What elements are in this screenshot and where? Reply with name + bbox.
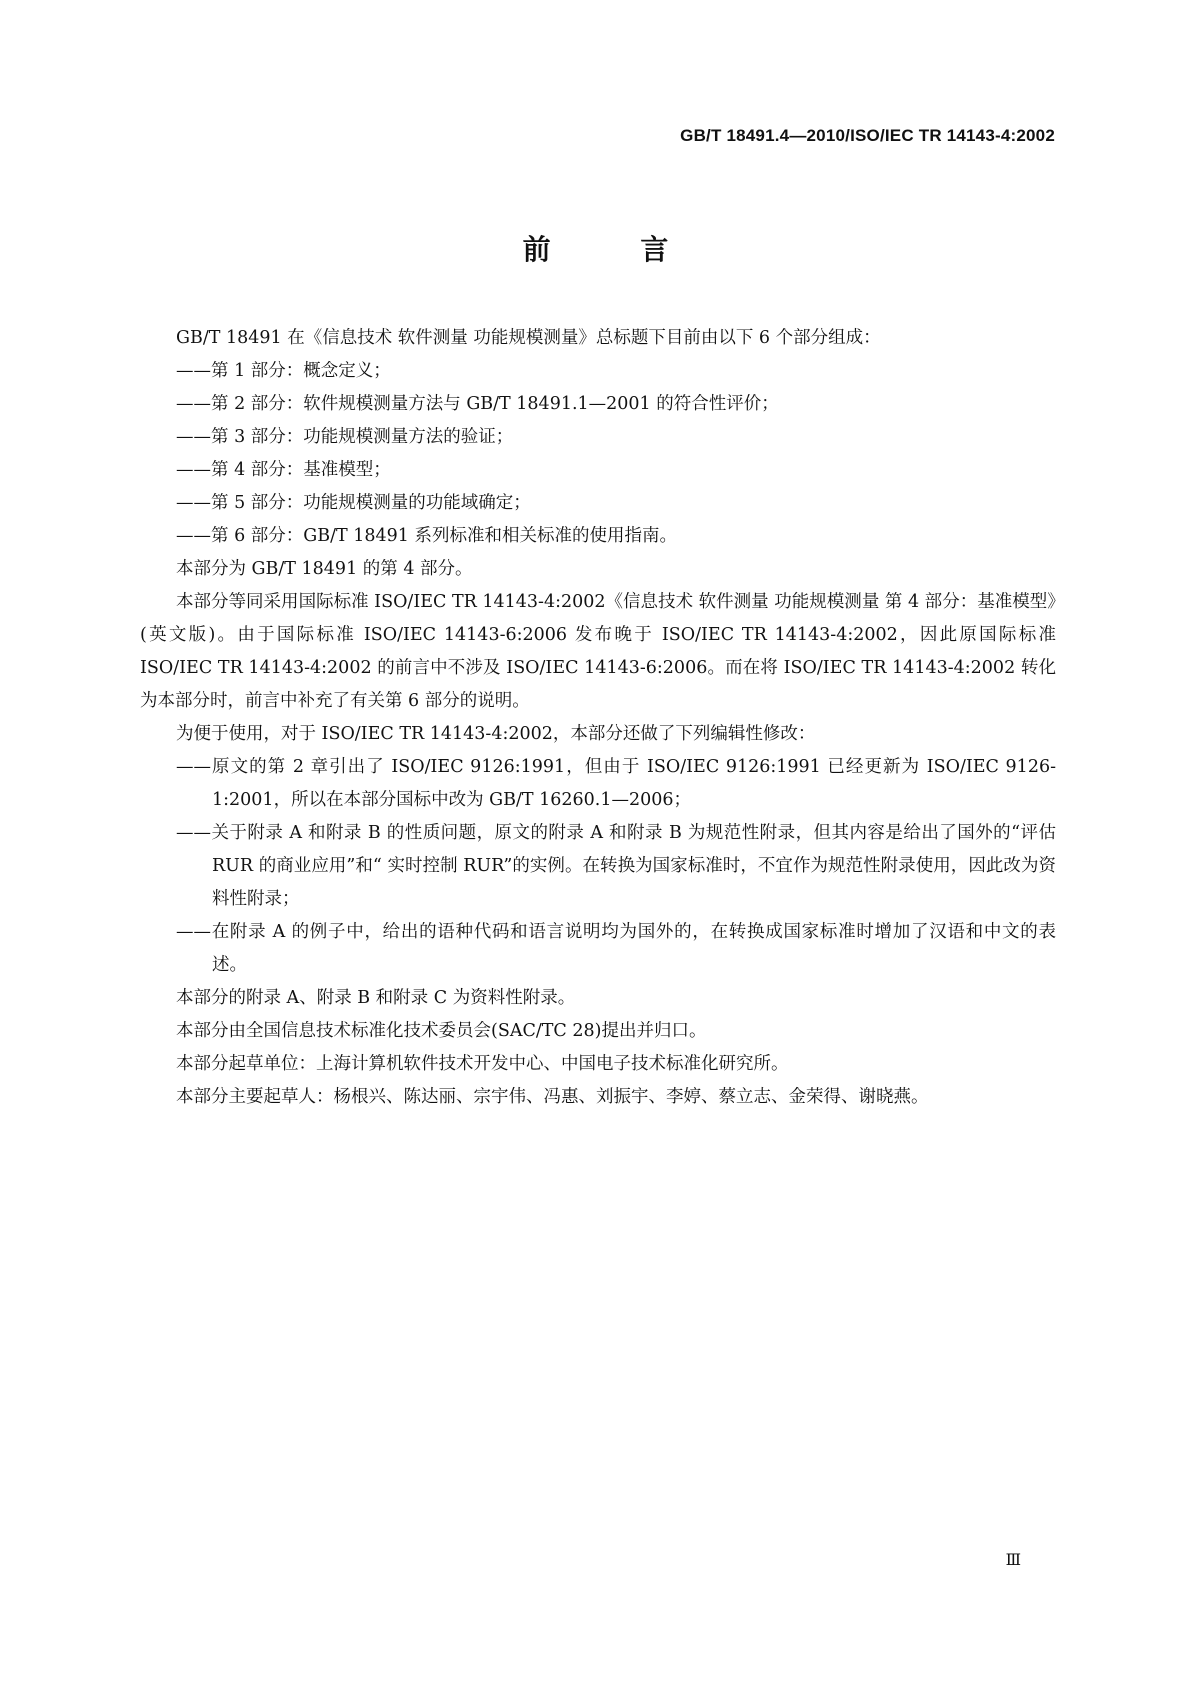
part-list-item: ——第 5 部分：功能规模测量的功能域确定； bbox=[176, 493, 531, 513]
closing-paragraph: 本部分的附录 A、附录 B 和附录 C 为资料性附录。 bbox=[176, 988, 576, 1008]
edits-intro: 为便于使用，对于 ISO/IEC TR 14143-4:2002，本部分还做了下列编辑性修改： bbox=[176, 724, 816, 744]
page-title: 前 言 bbox=[522, 233, 709, 266]
edit-list-item: ——关于附录 A 和附录 B 的性质问题，原文的附录 A 和附录 B 为规范性附录，但其内容是给出了国外的“评估 RUR 的商业应用”和“ 实时控制 RUR”的实例。在转换为国家标准时，不宜作为规范性附录使用，因此改为资料性附录； bbox=[176, 823, 1056, 909]
closing-paragraph: 本部分起草单位：上海计算机软件技术开发中心、中国电子技术标准化研究所。 bbox=[176, 1054, 789, 1074]
part-list-item: ——第 2 部分：软件规模测量方法与 GB/T 18491.1—2001 的符合性评价； bbox=[176, 394, 779, 414]
foreword-body bbox=[140, 322, 1056, 1114]
adoption-paragraph bbox=[140, 586, 1056, 718]
part-list-item: ——第 3 部分：功能规模测量方法的验证； bbox=[176, 427, 514, 447]
intro-paragraph: GB/T 18491 在《信息技术 软件测量 功能规模测量》总标题下目前由以下 6 个部分组成： bbox=[176, 328, 881, 348]
part-statement: 本部分为 GB/T 18491 的第 4 部分。 bbox=[176, 559, 473, 579]
part-list-item: ——第 1 部分：概念定义； bbox=[176, 361, 391, 381]
edit-list-item: ——原文的第 2 章引出了 ISO/IEC 9126:1991，但由于 ISO/IEC 9126:1991 已经更新为 ISO/IEC 9126-1:2001，所以在本部分国标中改为 GB/T 16260.1—2006； bbox=[176, 757, 1056, 810]
part-list-item: ——第 6 部分：GB/T 18491 系列标准和相关标准的使用指南。 bbox=[176, 526, 677, 546]
adoption-text: 本部分等同采用国际标准 ISO/IEC TR 14143-4:2002《信息技术 软件测量 功能规模测量 第 4 部分：基准模型》(英文版)。由于国际标准 ISO/IEC 14143-6:2006 发布晚于 ISO/IEC TR 14143-4:2002，因此原国际标准 ISO/IEC TR 14143-4:2002 的前言中不涉及 ISO/IEC 14143-6:2006。而在将 ISO/IEC TR 14143-4:2002 转化为本部分时，前言中补充了有关第 6 部分的说明。 bbox=[140, 592, 1056, 711]
closing-paragraph: 本部分主要起草人：杨根兴、陈达丽、宗宇伟、冯惠、刘振宇、李婷、蔡立志、金荣得、谢晓燕。 bbox=[176, 1087, 929, 1107]
edit-list-item: ——在附录 A 的例子中，给出的语种代码和语言说明均为国外的，在转换成国家标准时增加了汉语和中文的表述。 bbox=[176, 922, 1056, 975]
closing-paragraph: 本部分由全国信息技术标准化技术委员会(SAC/TC 28)提出并归口。 bbox=[176, 1021, 707, 1041]
page-number: Ⅲ bbox=[1005, 1550, 1021, 1569]
part-list-item: ——第 4 部分：基准模型； bbox=[176, 460, 391, 480]
standard-number-header: GB/T 18491.4—2010/ISO/IEC TR 14143-4:2002 bbox=[680, 126, 1055, 145]
